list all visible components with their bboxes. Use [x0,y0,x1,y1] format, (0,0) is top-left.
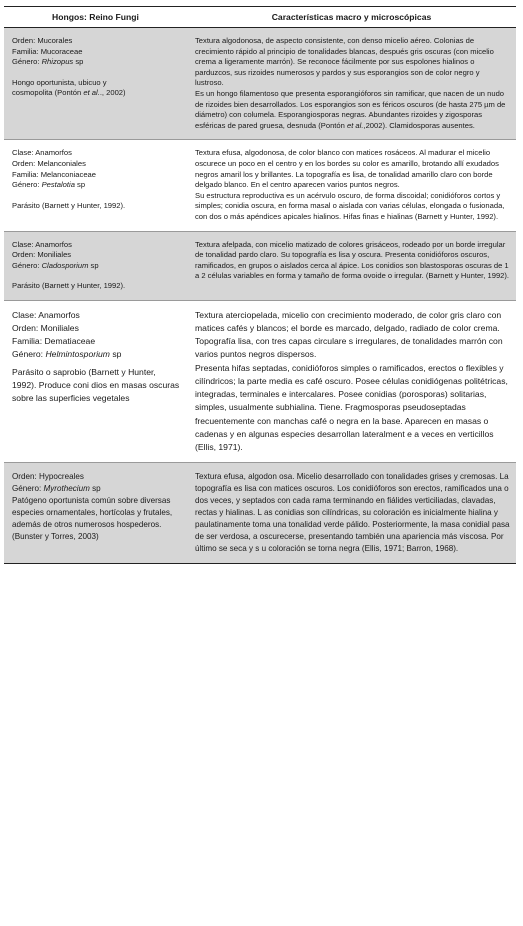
order-label: Orden: Mucorales [12,36,73,45]
characteristics-cell [187,28,516,140]
genus-label: Género: Cladosporium sp [12,260,99,270]
table-row-helmintosporium [4,300,516,462]
table-row-cladosporium [4,231,516,300]
characteristics-cell [187,463,516,564]
microscopic-description: Es un hongo filamentoso que presenta esporangióforos sin ramificar, que nacen de un nudo de rizoides bien desarrollados. Los esporangios son es féricos oscuros (de hasta 275 µm de diámetro) con columela. Esporangiosporas negras. Abundantes rizoides y zigosporas esféricas de pared gruesa, desnuda (Pontón et al.,2002). Clamidosporas ausentes. [195,88,506,130]
characteristics-cell [187,300,516,462]
order-label: Orden: Hypocreales [12,472,84,482]
taxonomy-cell [4,28,187,140]
family-label: Familia: Mucoraceae [12,46,83,56]
fungi-table [4,6,516,564]
header-fungi-kingdom: Hongos: Reino Fungi [4,7,187,28]
class-label: Clase: Anamorfos [12,309,80,320]
taxonomy-cell [4,463,187,564]
taxonomy-cell [4,140,187,231]
microscopic-description: Su estructura reproductiva es un acérvulo oscuro, de forma discoidal; conidióforos cortos y simples; conidia oscura, en forma masal o aislada con varias células, elongada o fusionada, con dos o más apéndices apicales hialinos. Hifas finas e hialinas (Barnett y Hunter, 1992). [195,190,505,221]
ecology-note: Parásito (Barnett y Hunter, 1992). [12,200,126,210]
characteristics-cell [187,140,516,231]
genus-label: Género: Rhizopus sp [12,57,84,67]
header-characteristics: Características macro y microscópicas [187,7,516,28]
description: Textura efusa, algodon osa. Micelio desarrollado con tonalidades grises y cremosas. La topografía es lisa con matices oscuros. Los conidióforos son erectos, ramificados una o dos veces, y septados con cada rama terminando en fiálides verticiliadas, clavadas, rectas y hialinas. L as conidias son cilíndricas, su coloración es inicialmente hialina y paulatinamente toma una tonalidad verde pálido. Posteriormente, la masa conidial pasa de ser verdosa, a oscurecerse, presentando también una apariencia más viscosa. Por último se seca y s u coloración se torna negra (Ellis, 1971; Barron, 1968). [195,472,510,554]
microscopic-description: Presenta hifas septadas, conidióforos simples o ramificados, erectos o flexibles y cilíndricos; la parte media es café oscuro. Posee células conidiógenas politétricas, integradas, terminales e intercalares. Posee conidias (porosporas) solitarias, simples, usualmente subhialina. Tiene. Fragmosporas pseudoseptadas frecuentemente con manchas café o negra en la base. Aparecen en masas o cadenas y en algunas especies desarrollan lateralment e a veces en verticillos (Ellis, 1971). [195,362,508,452]
ecology-note: Parásito (Barnett y Hunter, 1992). [12,281,126,291]
taxonomy-cell [4,300,187,462]
order-label: Orden: Melanconiales [12,158,86,168]
table-row-rhizopus [4,28,516,140]
ecology-note: Patógeno oportunista común sobre diversas especies ornamentales, hortícolas y frutales, además de otros numerosos hospederos. (Bunster y Torres, 2003) [12,496,173,542]
genus-label: Género: Pestalotia sp [12,180,86,190]
characteristics-cell [187,231,516,300]
macroscopic-description: Textura efusa, algodonosa, de color blanco con matices rosáceos. Al madurar el micelio oscurece un poco en el centro y en los bordes su color es amarillo, brotando allí exudados negros amaril los y brillantes. La topografía es lisa, de tonalidad amarillo claro con borde delgado blanco. En el centro aparecen varios puntos negros. [195,148,499,190]
family-label: Familia: Dematiaceae [12,336,96,347]
ecology-note: Hongo oportunista, ubicuo y [12,77,107,87]
ecology-note: Parásito o saprobio (Barnett y Hunter, 1992). Produce coni dios en masas oscuras sobre las superficies vegetales [12,366,180,404]
taxonomy-cell [4,231,187,300]
ecology-citation: cosmopolita (Pontón et al.., 2002) [12,88,126,98]
genus-label: Género: Helmintosporium sp [12,349,122,360]
order-label: Orden: Moniliales [12,250,72,260]
macroscopic-description: Textura aterciopelada, micelio con crecimiento moderado, de color gris claro con matices cafés y blancos; el borde es marcado, delgado, radiado de color crema. Topografía lisa, con tres capas circulare s irregulares, de tonalidades marrón con varios puntos negros dispersos. [195,309,503,360]
family-label: Familia: Melanconiaceae [12,169,96,179]
table-row-pestalotia [4,140,516,231]
description: Textura afelpada, con micelio matizado de colores grisáceos, rodeado por un borde irregular de tonalidad pardo claro. Su topografía es lisa y oscura. Presenta conidióforos oscuros, ramificados, en grupos o aislados cerca al ápice. Los conidios son blastosporas oscuras de 1 a 2 células variables en forma y tamaño de forma ovoide o irregular. (Barnett y Hunter, 1992). [195,239,510,281]
order-label: Orden: Moniliales [12,323,79,334]
class-label: Clase: Anamorfos [12,148,72,158]
macroscopic-description: Textura algodonosa, de aspecto consistente, con denso micelio aéreo. Colonias de crecimiento rápido al principio de tonalidades blancas, después gris oscuras (con micelio crema a ligeramente marrón). Se reconoce fácilmente por sus espolones hialinos o parduzcos, sus rizoides numerosos y pardos y sus esporangios son de color negro y lustroso. [195,36,494,88]
table-header-row [4,7,516,28]
genus-label: Género: Myrothecium sp [12,484,101,494]
table-row-myrothecium [4,463,516,564]
class-label: Clase: Anamorfos [12,239,72,249]
